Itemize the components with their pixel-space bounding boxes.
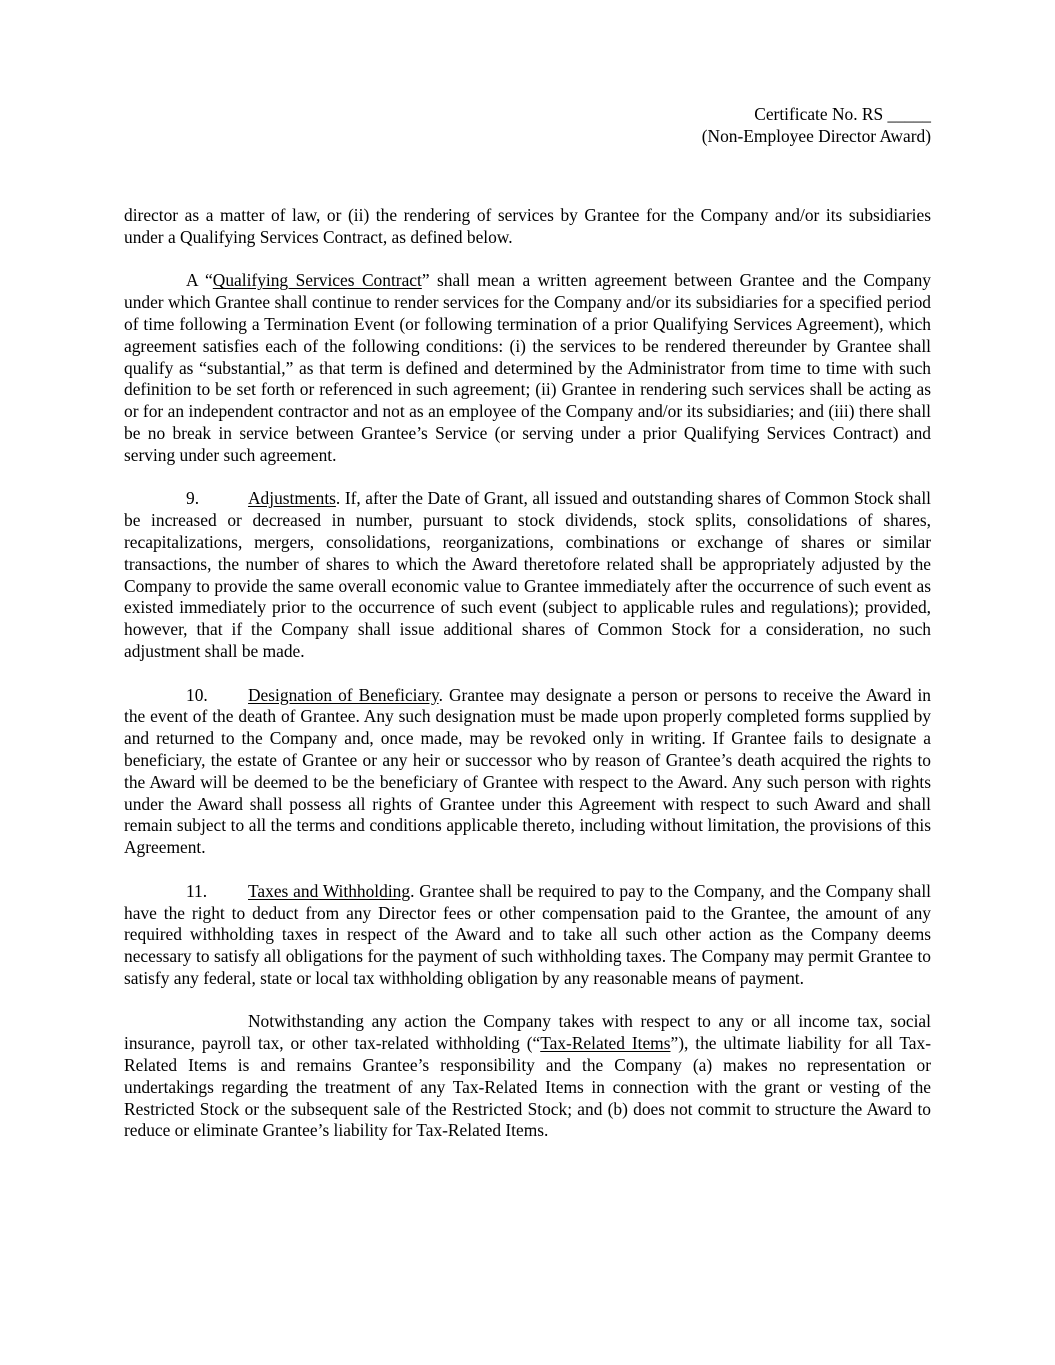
section-title: Adjustments [248, 488, 336, 509]
continuation-paragraph: director as a matter of law, or (ii) the rendering of services by Grantee for the Company and/or its subsidiaries under a Qualifying Services Contract, as defined below. [124, 205, 931, 247]
section-title: Designation of Beneficiary [248, 684, 439, 705]
section-text: . Grantee may designate a person or persons to receive the Award in the event of the death of Grantee. Any such designation must be made upon properly completed forms supplied by and returned to the Company and, once made, may be revoked only in writing. If Grantee fails to designate a beneficiary, the estate of Grantee or any heir or successor who by reason of Grantee’s death acquired the rights to the Award will be deemed to be the beneficiary of Grantee with respect to the Award. Any such person with rights under the Award shall possess all rights of Grantee under this Agreement with respect to such Award and shall remain subject to all the terms and conditions applicable thereto, including without limitation, the provisions of this Agreement. [124, 684, 931, 858]
section-text: . Grantee shall be required to pay to the Company, and the Company shall have the right to deduct from any Director fees or other compensation paid to the Grantee, the amount of any required withholding taxes in respect of the Award and to take all such other action as the Company deems necessary to satisfy all obligations for the payment of such withholding taxes. The Company may permit Grantee to satisfy any federal, state or local tax withholding obligation by any reasonable means of payment. [124, 880, 931, 988]
qualifying-services-text: ” shall mean a written agreement between Grantee and the Company under which Grantee shall continue to render services for the Company and/or its subsidiaries for a specified period of time following a Termination Event (or following termination of a prior Qualifying Services Agreement), which agreement satisfies each of the following conditions: (i) the services to be rendered thereunder by Grantee shall qualify as “substantial,” as that term is defined and determined by the Administrator from time to time with such definition to be set forth or referenced in such agreement; (ii) Grantee in rendering such services shall be acting as or for an independent contractor and not as an employee of the Company and/or its subsidiaries; and (iii) there shall be no break in service between Grantee’s Service (or serving under a prior Qualifying Services Contract) and serving under such agreement. [124, 270, 931, 465]
section-title: Taxes and Withholding [248, 880, 411, 901]
tax-related-items-paragraph [124, 1011, 931, 1142]
section-9-adjustments [124, 488, 931, 662]
tax-related-items-intro: Notwithstanding any action the Company takes with respect to any or all income tax, social insurance, payroll tax, or other tax-related withholding (“ [124, 1011, 931, 1054]
certificate-number: Certificate No. RS _____ [754, 104, 931, 124]
section-number: 10. [186, 684, 208, 705]
document-body [124, 205, 931, 1164]
qualifying-services-paragraph [124, 270, 931, 466]
section-11-taxes-and-withholding [124, 881, 931, 990]
certificate-header [702, 104, 931, 148]
section-number: 9. [186, 488, 200, 509]
defined-term-qualifying-services-contract: Qualifying Services Contract [212, 270, 422, 291]
section-10-designation-of-beneficiary [124, 685, 931, 859]
award-type: (Non-Employee Director Award) [701, 125, 931, 146]
defined-term-tax-related-items: Tax-Related Items [540, 1033, 671, 1054]
quote-open: A “ [186, 270, 213, 291]
section-text: . If, after the Date of Grant, all issued and outstanding shares of Common Stock shall be increased or decreased in number, pursuant to stock dividends, stock splits, consolidations of shares, recapitalizations, mergers, consolidations, reorganizations, combinations or exchange of shares or similar transactions, the number of shares to which the Award theretofore related shall be appropriately adjusted by the Company to provide the same overall economic value to Grantee immediately after the occurrence of such event as existed immediately prior to the occurrence of such event (subject to applicable rules and regulations); provided, however, that if the Company shall issue additional shares of Common Stock for a consideration, no such adjustment shall be made. [124, 488, 931, 661]
tax-related-items-text: ”), the ultimate liability for all Tax-Related Items is and remains Grantee’s responsibility and the Company (a) makes no representation or undertakings regarding the treatment of any Tax-Related Items in connection with the grant or vesting of the Restricted Stock or the subsequent sale of the Restricted Stock; and (b) does not commit to structure the Award to reduce or eliminate Grantee’s liability for Tax-Related Items. [124, 1033, 931, 1141]
section-number: 11. [186, 880, 208, 901]
